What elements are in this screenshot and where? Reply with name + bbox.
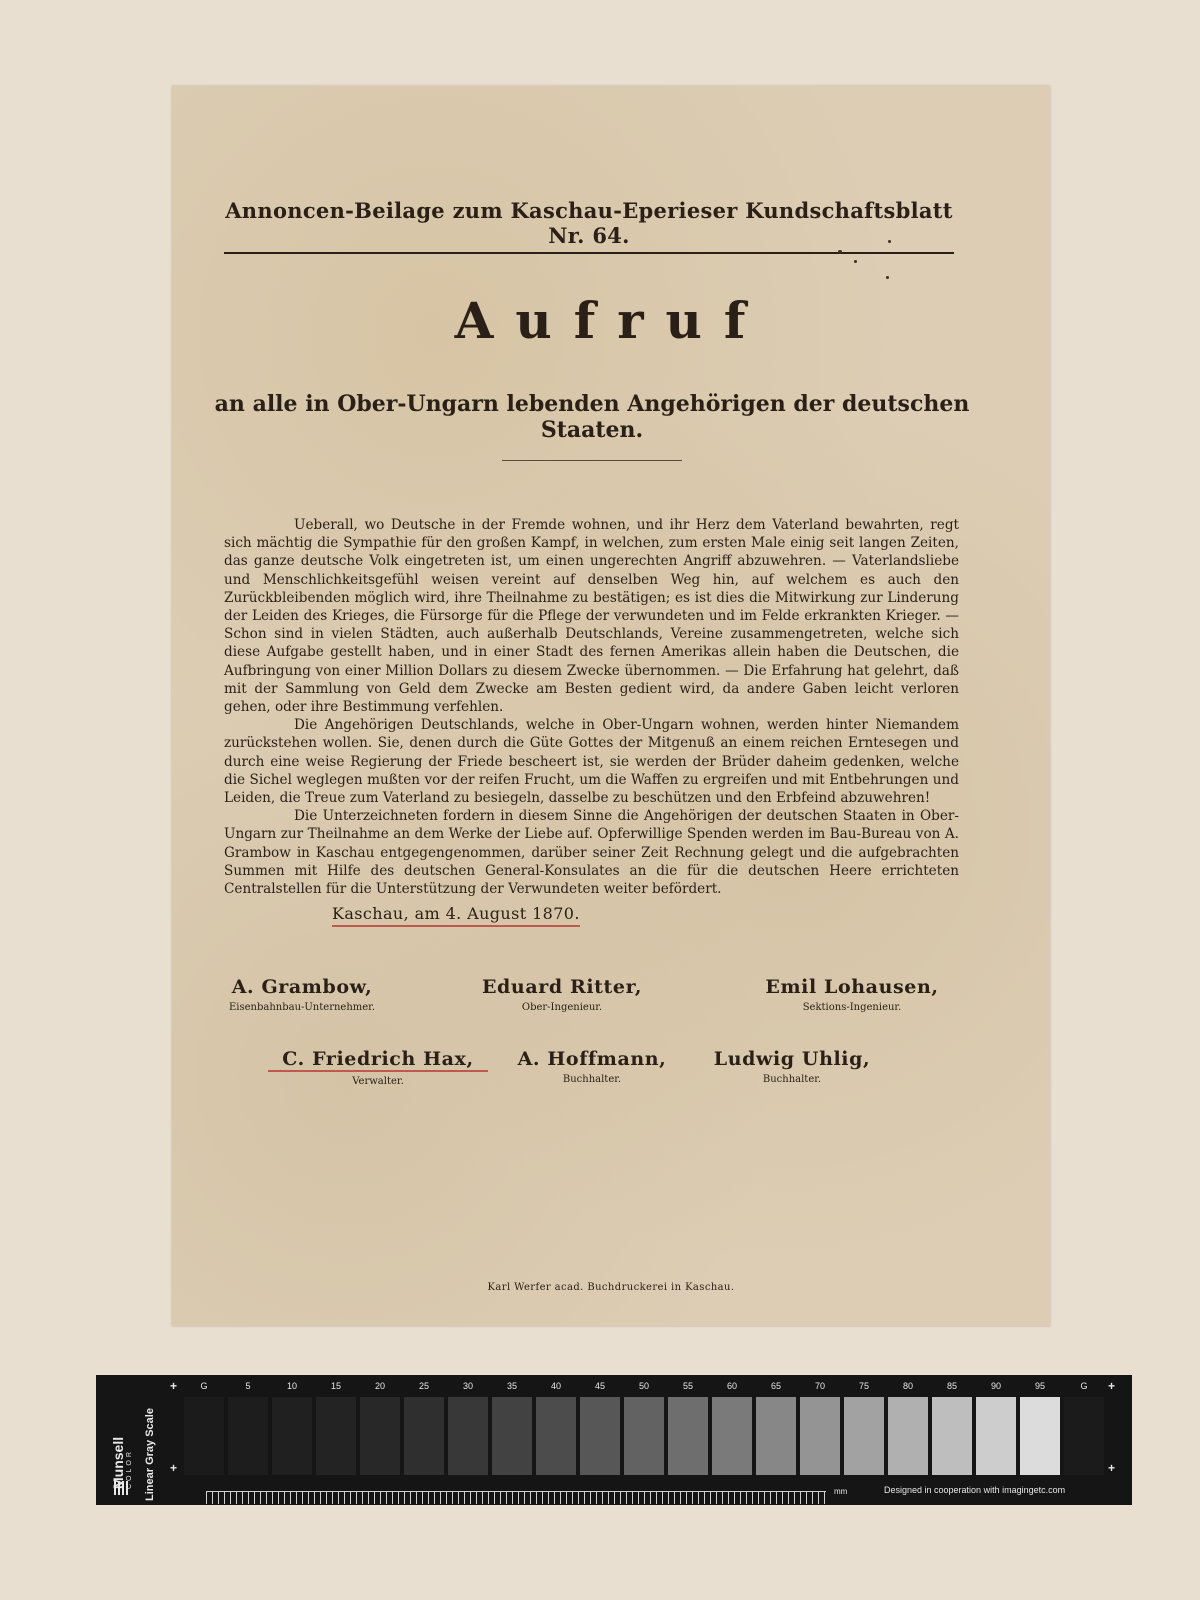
subtitle: an alle in Ober-Ungarn lebenden Angehörigen der deutschen Staaten. bbox=[214, 391, 970, 443]
patch-label: 75 bbox=[858, 1381, 869, 1391]
dateline bbox=[332, 904, 580, 923]
gray-patch bbox=[404, 1397, 444, 1475]
patch-label: 40 bbox=[550, 1381, 561, 1391]
gray-patch bbox=[1020, 1397, 1060, 1475]
gray-patch bbox=[800, 1397, 840, 1475]
signatory-name: Emil Lohausen, bbox=[765, 976, 939, 998]
signatory bbox=[502, 1048, 682, 1085]
gray-patch bbox=[844, 1397, 884, 1475]
ruler-unit: mm bbox=[834, 1487, 848, 1496]
signatory bbox=[268, 1048, 488, 1087]
dateline-text: Kaschau, am 4. August 1870. bbox=[332, 904, 580, 927]
signatory-name: A. Hoffmann, bbox=[517, 1048, 667, 1070]
patch-label: 25 bbox=[418, 1381, 429, 1391]
plus-icon: + bbox=[170, 1379, 178, 1393]
patch-label: 90 bbox=[990, 1381, 1001, 1391]
patch-label: 20 bbox=[374, 1381, 385, 1391]
divider bbox=[502, 460, 682, 461]
brand-block bbox=[110, 1437, 133, 1489]
patch-label: 60 bbox=[726, 1381, 737, 1391]
poster-sheet bbox=[172, 86, 1050, 1326]
signatory bbox=[202, 976, 402, 1013]
scale-caption: Linear Gray Scale bbox=[144, 1408, 156, 1501]
patch-label: 35 bbox=[506, 1381, 517, 1391]
ink-spot bbox=[888, 240, 891, 243]
gray-patch bbox=[624, 1397, 664, 1475]
signatory-role: Verwalter. bbox=[352, 1076, 404, 1087]
ink-spot bbox=[854, 260, 857, 263]
gray-patch bbox=[492, 1397, 532, 1475]
signatory bbox=[742, 976, 962, 1013]
gray-patch bbox=[888, 1397, 928, 1475]
plus-icon: + bbox=[170, 1461, 178, 1475]
newspaper-header: Annoncen-Beilage zum Kaschau-Eperieser Kundschaftsblatt Nr. 64. bbox=[224, 198, 954, 254]
signatory bbox=[462, 976, 662, 1013]
gray-patch bbox=[316, 1397, 356, 1475]
patch-label: G bbox=[1080, 1381, 1088, 1391]
signatory-role: Buchhalter. bbox=[762, 1074, 822, 1085]
signatory-role: Eisenbahnbau-Unternehmer. bbox=[228, 1002, 376, 1013]
patch-labels bbox=[184, 1381, 1088, 1395]
patch-label: 85 bbox=[946, 1381, 957, 1391]
gray-patch bbox=[976, 1397, 1016, 1475]
patch-label: G bbox=[200, 1381, 208, 1391]
gray-patch bbox=[756, 1397, 796, 1475]
paragraph: Ueberall, wo Deutsche in der Fremde wohnen, und ihr Herz dem Vaterland bewahrten, regt sich mächtig die Sympathie für den großen Kampf, in welchen, zum ersten Male einig seit langen Zeiten, das ganze deutsche Volk eingetreten ist, um einen ungerechten Angriff abzuwehren. — Vaterlandsliebe und Menschlichkeitsgefühl weisen vereint auf denselben Weg hin, auf welchem es auch den Zurückbleibenden möglich wird, ihre Theilnahme zu bestätigen; es ist dies die Mitwirkung zur Linderung der Leiden des Krieges, die Fürsorge für die Pflege der verwundeten und im Felde erkrankten Krieger. — Schon sind in vielen Städten, auch außerhalb Deutschlands, Vereine zusammengetreten, welche sich diese Aufgabe gestellt haben, und in einer Stadt des fernen Amerikas allein haben die Deutschen, die Aufbringung von einer Million Dollars zu diesem Zwecke übernommen. — Die Erfahrung hat gelehrt, daß mit der Sammlung von Geld dem Zwecke am Besten gedient wird, da andere Gaben leicht verloren gehen, oder ihre Bestimmung verfehlen. bbox=[224, 517, 959, 716]
patch-label: 70 bbox=[814, 1381, 825, 1391]
mm-ruler bbox=[206, 1491, 826, 1504]
ink-spot bbox=[838, 250, 842, 254]
gray-patch bbox=[184, 1397, 224, 1475]
ink-spot bbox=[886, 276, 889, 279]
gray-patch bbox=[228, 1397, 268, 1475]
printer-imprint: Karl Werfer acad. Buchdruckerei in Kaschau. bbox=[487, 1282, 735, 1293]
patch-label: 30 bbox=[462, 1381, 473, 1391]
patch-label: 95 bbox=[1034, 1381, 1045, 1391]
paragraph: Die Angehörigen Deutschlands, welche in Ober-Ungarn wohnen, werden hinter Niemandem zurückstehen wollen. Sie, denen durch die Güte Gottes der Mitgenuß an einem reichen Erntesegen und durch eine weise Regierung der Friede bescheert ist, sie werden der Brüder daheim gedenken, welche die Sichel weglegen mußten vor der reifen Frucht, um die Waffen zu ergreifen und mit Entbehrungen und Leiden, die Treue zum Vaterland zu besiegeln, dasselbe zu beschützen und den Erbfeind abzuwehren! bbox=[224, 717, 959, 807]
gray-patch bbox=[580, 1397, 620, 1475]
patch-label: 65 bbox=[770, 1381, 781, 1391]
signatory-name: Eduard Ritter, bbox=[481, 976, 643, 998]
patch-label: 15 bbox=[330, 1381, 341, 1391]
plus-icon: + bbox=[1108, 1379, 1116, 1393]
signatory-role: Sektions-Ingenieur. bbox=[802, 1002, 902, 1013]
credit-text: Designed in cooperation with imagingetc.com bbox=[884, 1485, 1066, 1495]
patch-label: 10 bbox=[286, 1381, 297, 1391]
patch-label: 80 bbox=[902, 1381, 913, 1391]
gray-patch bbox=[272, 1397, 312, 1475]
gray-patch bbox=[1064, 1397, 1104, 1475]
signatory-name: Ludwig Uhlig, bbox=[713, 1048, 871, 1070]
gray-patch bbox=[712, 1397, 752, 1475]
signatory-role: Ober-Ingenieur. bbox=[521, 1002, 603, 1013]
signatory-role: Buchhalter. bbox=[562, 1074, 622, 1085]
patch-label: 5 bbox=[245, 1381, 251, 1391]
brand-name: Munsell bbox=[110, 1436, 126, 1489]
plus-icon: + bbox=[1108, 1461, 1116, 1475]
appeal-text bbox=[224, 516, 959, 898]
brand-sub: COLOR bbox=[126, 1449, 133, 1489]
munsell-brand bbox=[102, 1385, 162, 1501]
paragraph: Die Unterzeichneten fordern in diesem Sinne die Angehörigen der deutschen Staaten in Ober-Ungarn zur Theilnahme an dem Werke der Liebe auf. Opferwillige Spenden werden im Bau-Bureau von A. Grambow in Kaschau entgegengenommen, darüber seiner Zeit Rechnung gelegt und die aufgebrachten Summen mit Hilfe des deutschen General-Konsulates an die für die deutschen Heere errichteten Centralstellen für die Unterstützung der Verwundeten weiter befördert. bbox=[224, 808, 959, 898]
gray-scale-card bbox=[96, 1375, 1132, 1505]
signatory-name: A. Grambow, bbox=[231, 976, 373, 998]
gray-patch bbox=[448, 1397, 488, 1475]
gray-patch bbox=[668, 1397, 708, 1475]
gray-patch bbox=[932, 1397, 972, 1475]
page-title: Aufruf bbox=[454, 291, 768, 350]
gray-patches bbox=[184, 1397, 1084, 1477]
gray-patch bbox=[536, 1397, 576, 1475]
signatory bbox=[692, 1048, 892, 1085]
patch-label: 45 bbox=[594, 1381, 605, 1391]
gray-patch bbox=[360, 1397, 400, 1475]
patch-label: 50 bbox=[638, 1381, 649, 1391]
signatory-name: C. Friedrich Hax, bbox=[268, 1048, 488, 1072]
patch-label: 55 bbox=[682, 1381, 693, 1391]
